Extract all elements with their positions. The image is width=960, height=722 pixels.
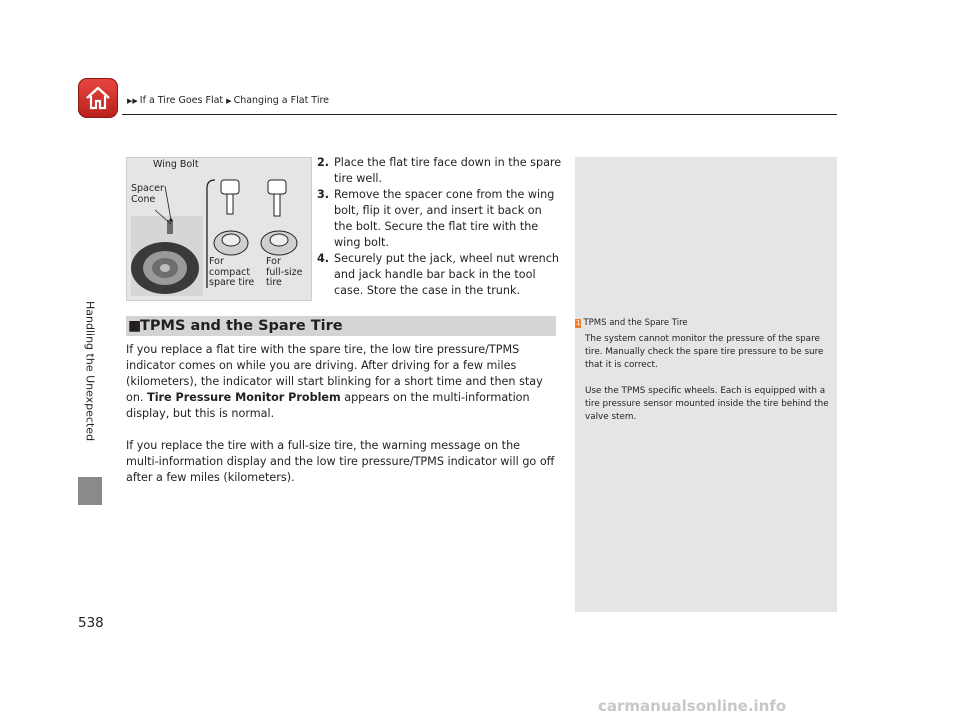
warning-message-name: Tire Pressure Monitor Problem	[147, 391, 341, 404]
note-paragraph: The system cannot monitor the pressure of the spare tire. Manually check the spare tire pressure to be sure that it is correct.	[585, 334, 824, 370]
step-list	[317, 155, 562, 299]
note-title: TPMS and the Spare Tire	[583, 318, 688, 328]
breadcrumb-link-flat-tire[interactable]: If a Tire Goes Flat	[139, 95, 224, 106]
breadcrumb-current[interactable]: Changing a Flat Tire	[233, 95, 330, 106]
home-icon	[82, 82, 114, 114]
section-title: TPMS and the Spare Tire	[140, 318, 343, 334]
step-item: 3. Remove the spacer cone from the wing bolt, flip it over, and insert it back on the bolt. Secure the flat tire with the wing bolt.	[317, 188, 555, 249]
step-item: 2. Place the flat tire face down in the spare tire well.	[317, 156, 562, 185]
step-item: 4. Securely put the jack, wheel nut wrench and jack handle bar back in the tool case. Store the case in the trunk.	[317, 252, 560, 297]
header-divider	[122, 114, 837, 115]
wing-bolt-label: Wing Bolt	[153, 159, 199, 170]
note-paragraph: Use the TPMS specific wheels. Each is equipped with a tire pressure sensor mounted inside the tire behind the valve stem.	[585, 386, 829, 422]
watermark: carmanualsonline.info	[598, 697, 787, 715]
note-body	[585, 333, 830, 437]
fullsize-tire-label: For full-size tire	[266, 256, 303, 288]
section-heading	[126, 316, 556, 336]
body-paragraph: If you replace the tire with a full-size tire, the warning message on the multi-information display and the low tire pressure/TPMS indicator will go off after a few miles (kilometers).	[126, 439, 555, 484]
breadcrumb-arrow-icon: ▶	[226, 97, 232, 105]
section-marker-icon: ■	[128, 318, 142, 334]
breadcrumb	[127, 95, 329, 106]
spacer-cone-label: Spacer Cone	[131, 183, 164, 205]
page-number: 538	[78, 615, 104, 631]
home-button[interactable]	[78, 78, 118, 118]
note-heading	[575, 318, 837, 328]
breadcrumb-arrow-icon: ▶▶	[127, 97, 138, 105]
side-chapter-label: Handling the Unexpected	[83, 301, 97, 442]
section-body	[126, 342, 556, 502]
side-chapter-tab[interactable]	[78, 477, 102, 505]
spare-tire-illustration	[126, 157, 312, 301]
compact-spare-label: For compact spare tire	[209, 256, 255, 288]
body-paragraph: If you replace a flat tire with the spare tire, the low tire pressure/TPMS indicator comes on while you are driving. After driving for a few miles (kilometers), the indicator will start blinking for a short time and then stay on. Tire Pressure Monitor Problem appears on the multi-information display, but this is normal.	[126, 343, 543, 420]
note-flag-icon: 1	[576, 319, 581, 327]
